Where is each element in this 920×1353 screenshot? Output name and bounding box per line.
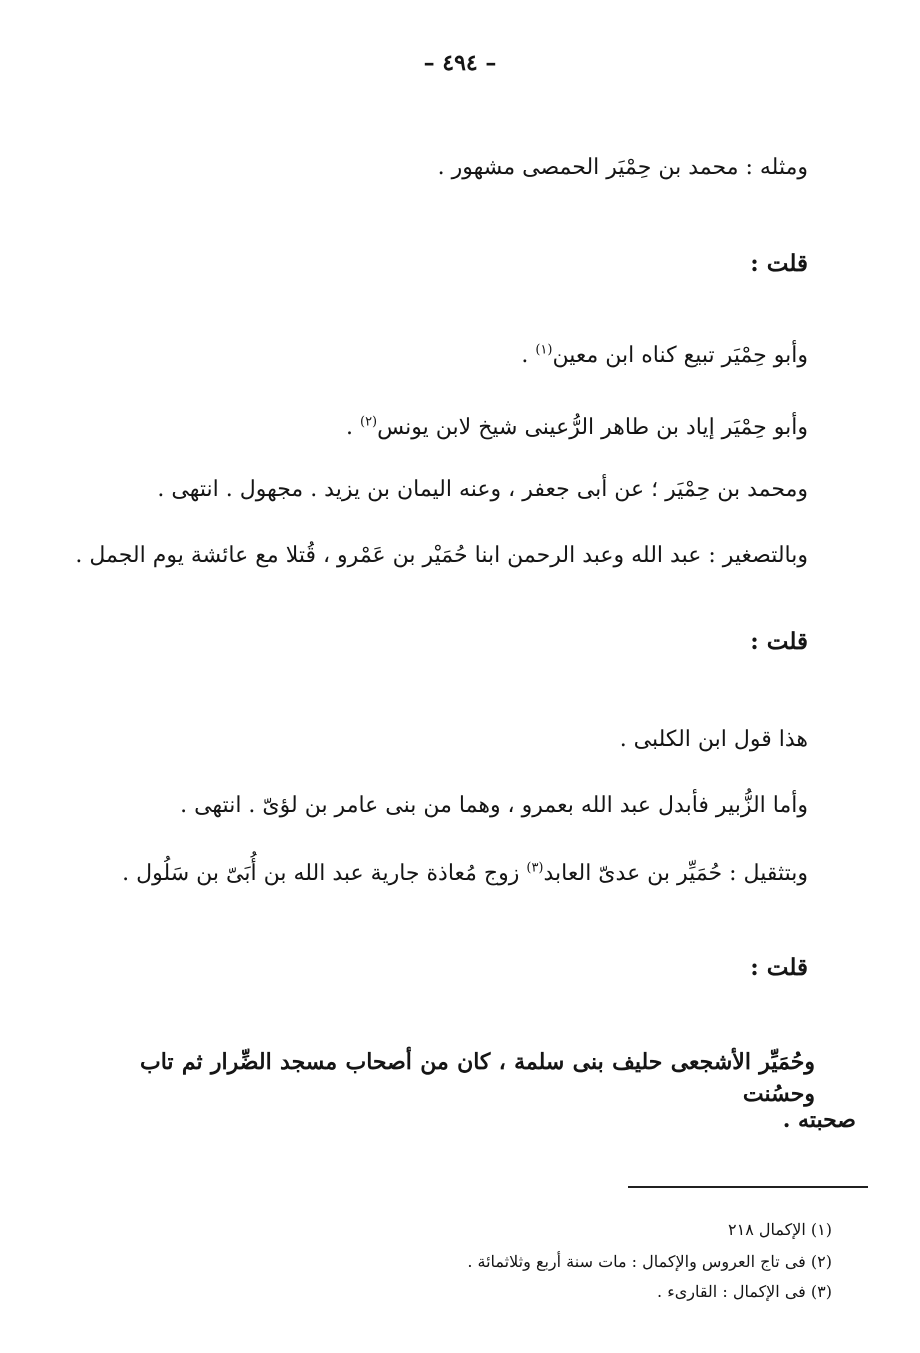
line-text: صحبته .: [782, 1107, 856, 1133]
line-text: هذا قول ابن الكلبى .: [619, 727, 808, 752]
line-text: وحُمَيِّر الأشجعى حليف بنى سلمة ، كان من أصحاب مسجد الضِّرار ثم تاب وحسُنت: [140, 1049, 815, 1107]
line-end: زوج مُعاذة جارية عبد الله بن أُبَىّ بن سَلُول .: [122, 861, 527, 886]
text-line-3: [521, 340, 808, 372]
line-end: .: [345, 415, 360, 440]
text-line-6: [75, 540, 808, 572]
line-text: وأبو حِمْيَر إياد بن طاهر الرُّعينى شيخ لابن يونس: [377, 415, 808, 440]
line-end: .: [521, 343, 536, 368]
text-line-13: [783, 1104, 856, 1136]
footnote-ref-2: (٢): [359, 414, 378, 430]
footnote-1: (١) الإكمال ٢١٨: [728, 1220, 832, 1239]
heading-qult-2: [750, 626, 808, 658]
text-line-12: [140, 1046, 815, 1110]
footnote-ref-3: (٣): [526, 860, 544, 876]
text-line-10: [122, 858, 808, 890]
line-text: وبالتصغير : عبد الله وعبد الرحمن ابنا حُمَيْر بن عَمْرو ، قُتلا مع عائشة يوم الجمل .: [75, 543, 808, 568]
footnote-2: (٢) فى تاج العروس والإكمال : مات سنة أربع وثلاثمائة .: [467, 1252, 832, 1271]
text-line-4: [346, 412, 808, 444]
heading-text: قلت :: [750, 628, 808, 655]
heading-text: قلت :: [750, 250, 808, 277]
heading-text: قلت :: [750, 954, 808, 981]
text-line-8: [620, 724, 808, 756]
text-line-1: [438, 152, 808, 184]
footnote-separator: [628, 1186, 868, 1188]
line-text: وأما الزُّبير فأبدل عبد الله بعمرو ، وهما من بنى عامر بن لؤىّ . انتهى .: [180, 793, 808, 818]
line-text: وأبو حِمْيَر تبيع كناه ابن معين: [552, 343, 808, 368]
heading-qult-3: [750, 952, 808, 984]
footnote-3: (٣) فى الإكمال : القارىء .: [657, 1282, 832, 1301]
page-number: – ٤٩٤ –: [423, 50, 497, 76]
heading-qult-1: [750, 248, 808, 280]
text-line-5: [157, 474, 808, 506]
line-text: ومحمد بن حِمْيَر ؛ عن أبى جعفر ، وعنه اليمان بن يزيد . مجهول . انتهى .: [157, 477, 808, 502]
line-text: وبتثقيل : حُمَيِّر بن عدىّ العابد: [543, 861, 808, 886]
text-line-9: [180, 790, 808, 822]
line-text: ومثله : محمد بن حِمْيَر الحمصى مشهور .: [437, 155, 808, 180]
footnote-ref-1: (١): [535, 342, 553, 358]
